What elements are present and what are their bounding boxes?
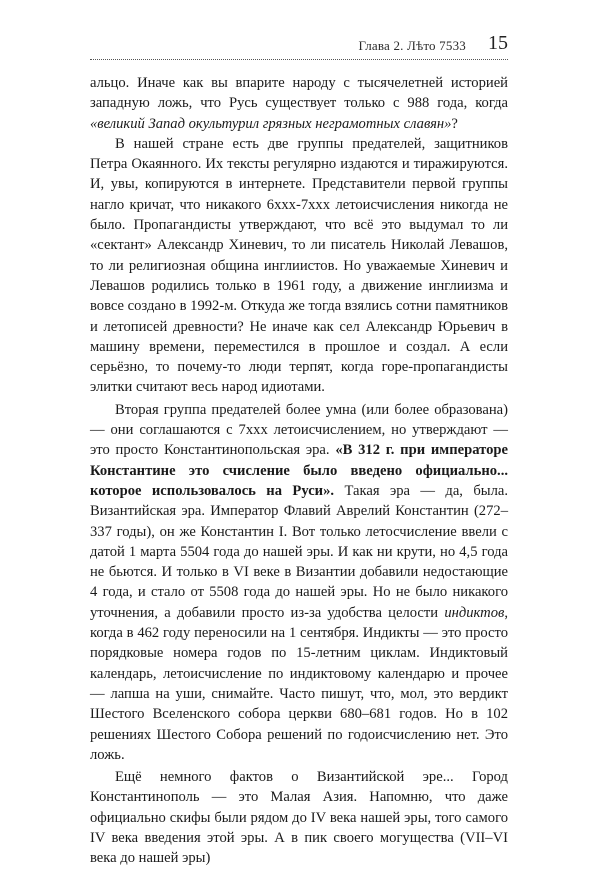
paragraph-2 [90,134,508,398]
text-run: Такая эра — да, была. Византийская эра. Император Флавий Аврелий Константин (272–337 годы), он же Константин I. Вот только летосчисление ввели с датой 1 марта 5504 года до нашей эры. И как ни крути, но 4,5 года не бьются. И только в VI веке в Византии добавили недостающие 4 года, и стало от 5508 года до нашей эры. Но не было никакого уточнения, а добавили просто из-за удобства целости [90,482,509,621]
running-header [90,28,508,58]
paragraph-3 [90,400,508,765]
page-number: 15 [488,32,508,54]
paragraph-1 [90,73,508,134]
italic-term: индиктов [444,604,505,621]
text-run: ? [451,115,458,132]
body-text [90,73,508,869]
text-run: В нашей стране есть две группы предателей, защитников Петра Окаянного. Их тексты регулярно издаются и тиражируются. И, увы, копируются в интернете. Представители первой группы нагло кричат, что никакого 6ххх-7ххх летоисчисления никогда не было. Пропагандисты утверждают, что всё это выдумал то ли «сектант» Александр Хиневич, то ли писатель Николай Левашов, то ли религиозная община инглиистов. Но уважаемые Хиневич и Левашов родились только в 1961 году, а движение инглиизма и вовсе создано в 1992-м. Откуда же тогда взялись сотни памятников и летописей древности? Не иначе как сел Александр Юрьевич в машину времени, переместился в прошлое и создал. А если серьёзно, то почему-то люди терпят, когда горе-пропагандисты элитки считают весь народ идиотами. [90,135,509,396]
header-divider [90,59,508,60]
running-title: Глава 2. Лѣто 7533 [358,38,466,53]
text-run: Ещё немного фактов о Византийской эре... Город Константинополь — это Малая Азия. Напомню, что даже официально скифы были рядом до IV века нашей эры, того самого IV века введения этой эры. А в пик своего могущества (VII–VI века до нашей эры) [90,769,508,867]
text-run: альцо. Иначе как вы впарите народу с тысячелетней историей западную ложь, что Русь существует только с 988 года, когда [90,75,508,112]
bold-quote: «В 312 г. при императоре Константине это счисление было введено официально... которое использовалось на Руси». [90,442,508,499]
paragraph-4 [90,767,508,868]
italic-quote: «великий Запад окультурил грязных неграмотных славян» [90,115,452,132]
text-run: , когда в 462 году переносили на 1 сентября. Индикты — это просто порядковые номера годов по 15-летним циклам. Индиктовый календарь, летоисчисление по индиктовому календарю и прочее — лапша на уши, снимайте. Часто пишут, что, мол, это вердикт Шестого Вселенского собора церкви 680–681 годов. Но в 102 решениях Шестого Собора решений по годоисчислению нет. Это ложь. [90,604,508,763]
text-run: Вторая группа предателей более умна (или более образована) — они соглашаются с 7ххх летоисчислением, но утверждают — это просто Константинопольская эра. [90,401,508,459]
